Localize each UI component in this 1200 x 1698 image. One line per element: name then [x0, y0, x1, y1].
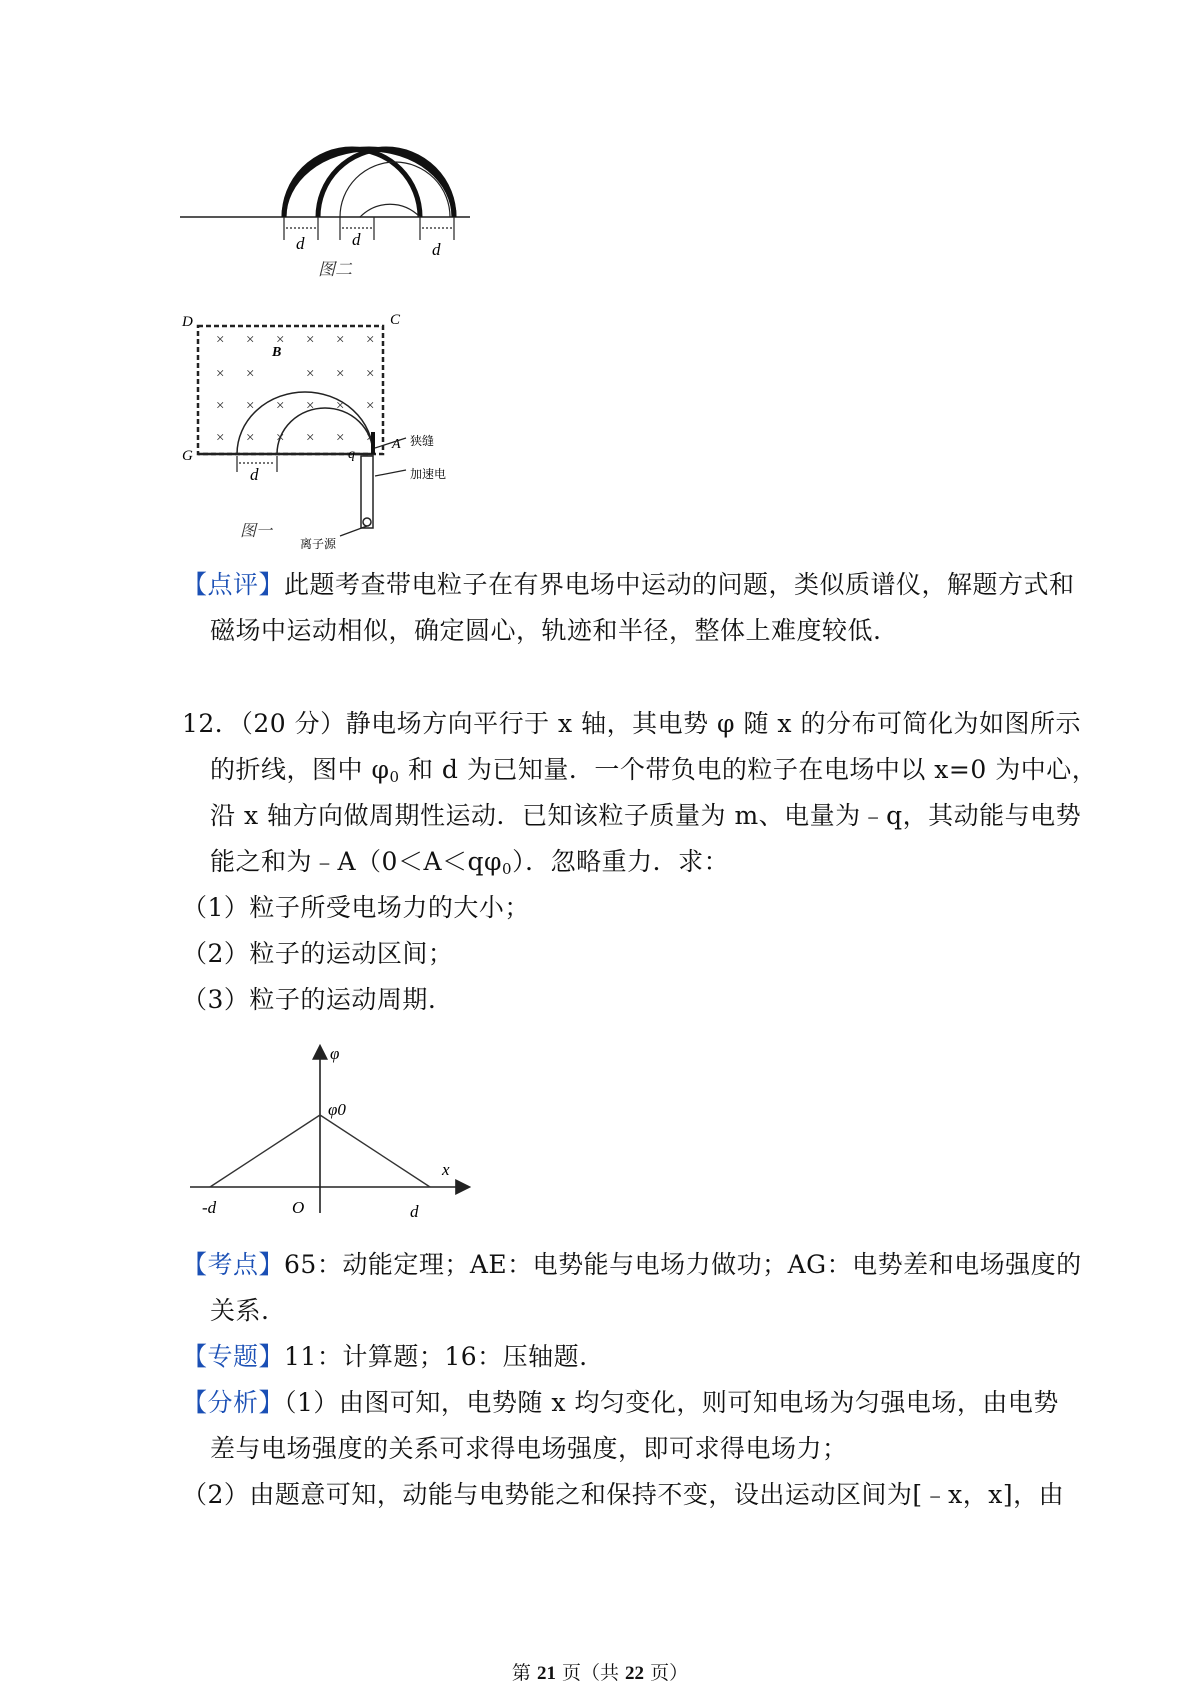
figure-two	[180, 145, 480, 285]
corner-A: A	[392, 437, 401, 452]
field-label-B: B	[272, 345, 282, 360]
svg-text:×: ×	[306, 366, 315, 382]
question-3: （3）粒子的运动周期.	[182, 985, 437, 1014]
svg-text:×: ×	[366, 398, 375, 414]
comment-tag: 【点评】	[182, 570, 285, 599]
figure-one-caption: 图一	[240, 523, 273, 540]
problem-line-1: 12．（20 分）静电场方向平行于 x 轴，其电势 φ 随 x 的分布可简化为如图所示	[182, 709, 1081, 738]
y-axis-label: φ	[330, 1044, 340, 1063]
comment-line-2: 磁场中运动相似，确定圆心，轨迹和半径，整体上难度较低.	[210, 616, 882, 645]
fenxi-line-3: （2）由题意可知，动能与电势能之和保持不变，设出运动区间为[﹣x，x]，由	[182, 1480, 1065, 1509]
problem-line-2: 的折线，图中 $\varphi_0$ 和 d 为已知量．一个带负电的粒子在电场中以 x=0 为中心，	[210, 755, 1098, 786]
svg-text:×: ×	[336, 398, 345, 414]
svg-text:×: ×	[246, 366, 255, 382]
svg-text:×: ×	[336, 366, 345, 382]
tick-label-neg-d: -d	[202, 1198, 217, 1217]
svg-text:×: ×	[216, 430, 225, 446]
d-label-1: d	[296, 234, 305, 253]
page-footer: 第 21 页（共 22 页）	[511, 1662, 689, 1684]
kaodian-line-2: 关系.	[210, 1296, 270, 1325]
arc-thin-2	[360, 204, 420, 217]
corner-D: D	[182, 314, 193, 330]
svg-text:×: ×	[276, 332, 285, 348]
trajectory-outer	[237, 392, 373, 454]
fenxi-tag: 【分析】	[182, 1388, 285, 1417]
svg-text:×: ×	[306, 398, 315, 414]
corner-C: C	[390, 312, 401, 328]
svg-text:×: ×	[216, 398, 225, 414]
page-number: 21	[536, 1663, 556, 1684]
potential-chart	[180, 1035, 480, 1225]
svg-text:×: ×	[306, 430, 315, 446]
d-label-3: d	[432, 240, 441, 259]
peak-label: φ0	[328, 1100, 346, 1119]
tick-label-origin: O	[292, 1198, 305, 1217]
svg-text:×: ×	[366, 366, 375, 382]
fenxi-line-1: 【分析】（1）由图可知，电势随 x 均匀变化，则可知电场为匀强电场，由电势	[182, 1388, 1059, 1417]
arc-large-1	[284, 149, 454, 217]
figure-one	[180, 300, 500, 550]
svg-text:×: ×	[276, 398, 285, 414]
charge-q: q	[348, 447, 355, 462]
svg-text:×: ×	[366, 332, 375, 348]
svg-text:×: ×	[336, 332, 345, 348]
d-label-2: d	[352, 230, 361, 249]
kaodian-tag: 【考点】	[182, 1250, 285, 1279]
svg-text:×: ×	[216, 332, 225, 348]
problem-number: 12．	[182, 709, 241, 738]
question-2: （2）粒子的运动区间；	[182, 939, 454, 968]
tick-label-d: d	[410, 1202, 419, 1221]
zhuanti-line: 【专题】11：计算题；16：压轴题.	[182, 1342, 588, 1371]
svg-text:×: ×	[246, 398, 255, 414]
page-total: 22	[625, 1663, 645, 1684]
svg-text:×: ×	[336, 430, 345, 446]
problem-line-3: 沿 x 轴方向做周期性运动．已知该粒子质量为 m、电量为﹣q，其动能与电势	[210, 801, 1082, 830]
fenxi-line-2: 差与电场强度的关系可求得电场强度，即可求得电场力；	[210, 1434, 848, 1463]
field-cross-marks	[216, 332, 374, 446]
x-axis-label: x	[442, 1160, 450, 1179]
svg-text:×: ×	[246, 430, 255, 446]
question-1: （1）粒子所受电场力的大小；	[182, 893, 530, 922]
svg-text:×: ×	[246, 332, 255, 348]
svg-text:×: ×	[276, 430, 285, 446]
ion-source	[363, 518, 371, 526]
problem-line-4: 能之和为$﹣A(0<A<q\varphi_0)$．忽略重力．求：	[210, 847, 730, 878]
comment-line-1: 【点评】此题考查带电粒子在有界电场中运动的问题，类似质谱仪，解题方式和	[182, 570, 1075, 599]
corner-G: G	[182, 448, 193, 464]
figure-two-caption: 图二	[318, 260, 352, 279]
field-boundary	[198, 326, 383, 454]
kaodian-line-1: 【考点】65：动能定理；AE：电势能与电场力做功；AG：电势差和电场强度的	[182, 1250, 1082, 1279]
callout-accelerator: 加速电	[410, 467, 447, 481]
zhuanti-tag: 【专题】	[182, 1342, 285, 1371]
callout-slit: 狭缝	[410, 434, 435, 448]
svg-text:×: ×	[366, 430, 375, 446]
accelerator-tube	[361, 456, 373, 528]
d-label-fig1: d	[250, 465, 259, 484]
svg-text:×: ×	[216, 366, 225, 382]
svg-text:×: ×	[306, 332, 315, 348]
callout-ion-source: 离子源	[300, 537, 337, 550]
